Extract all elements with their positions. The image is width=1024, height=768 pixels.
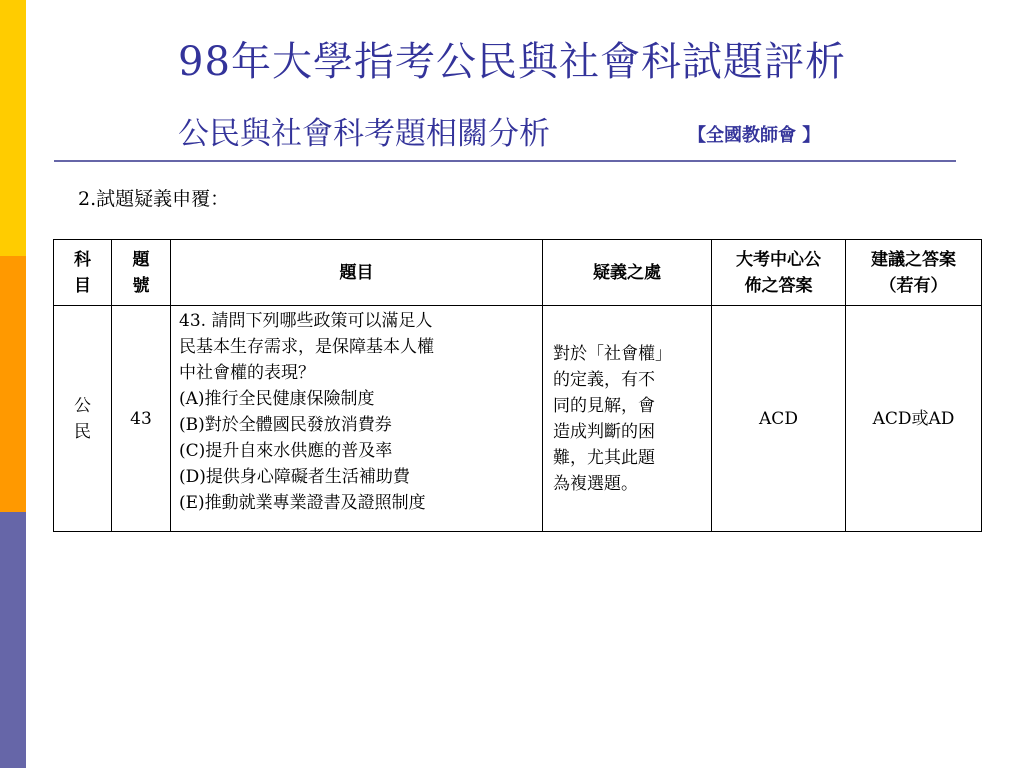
header-subject: 科 目: [54, 240, 112, 306]
header-number: 題 號: [112, 240, 171, 306]
cell-question: [171, 306, 543, 532]
section-heading: 2.試題疑義申覆：: [78, 188, 230, 210]
subtitle-source-note: 【全國教師會 】: [688, 125, 821, 146]
cell-subject: 公 民: [54, 306, 112, 532]
question-option-a: (A)推行全民健康保險制度: [179, 389, 375, 409]
header-suggested-answer: 建議之答案 （若有）: [846, 240, 982, 306]
cell-suggested-answer: ACD或AD: [846, 306, 982, 532]
question-option-c: (C)提升自來水供應的普及率: [179, 441, 393, 461]
question-stem-line: 民基本生存需求，是保障基本人權: [179, 337, 434, 357]
header-official-answer: 大考中心公 佈之答案: [712, 240, 846, 306]
side-bar-purple: [0, 512, 26, 768]
page-subtitle: 公民與社會科考題相關分析: [178, 116, 550, 152]
appeal-table: [53, 239, 982, 532]
question-option-b: (B)對於全體國民發放消費券: [179, 415, 392, 435]
side-bar-orange: [0, 256, 26, 512]
page-title: 98年大學指考公民與社會科試題評析: [178, 39, 846, 85]
question-option-d: (D)提供身心障礙者生活補助費: [179, 467, 410, 487]
title-divider: [54, 160, 956, 162]
table-row: [54, 306, 982, 532]
header-question: 題目: [171, 240, 543, 306]
cell-number: 43: [112, 306, 171, 532]
question-option-e: (E)推動就業專業證書及證照制度: [179, 493, 426, 513]
question-stem-line: 43. 請問下列哪些政策可以滿足人: [179, 311, 433, 331]
header-doubt: 疑義之處: [543, 240, 712, 306]
cell-official-answer: ACD: [712, 306, 846, 532]
table-header-row: [54, 240, 982, 306]
question-stem-line: 中社會權的表現？: [179, 363, 315, 383]
cell-doubt: 對於「社會權」 的定義，有不 同的見解，會 造成判斷的困 難，尤其此題 為複選題。: [543, 306, 712, 532]
